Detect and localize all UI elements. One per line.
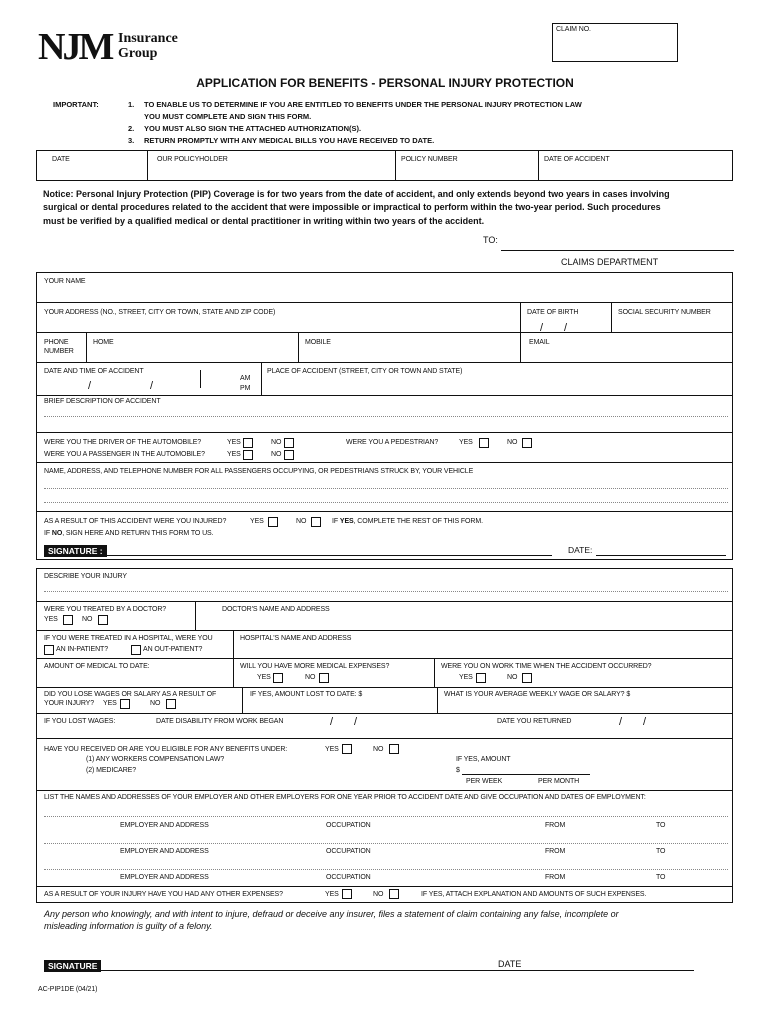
accident-date-slash-2: / — [150, 380, 154, 392]
signature-1-label: SIGNATURE : — [44, 545, 107, 557]
your-address-label: YOUR ADDRESS (NO., STREET, CITY OR TOWN, STATE AND ZIP CODE) — [44, 309, 276, 316]
disability-slash-2: / — [354, 716, 358, 728]
passenger-no-checkbox[interactable] — [284, 450, 294, 460]
doctor-no-checkbox[interactable] — [98, 615, 108, 625]
important-num-2: 2. — [128, 124, 135, 133]
to-2: TO — [656, 848, 666, 855]
more-expenses-no-checkbox[interactable] — [319, 673, 329, 683]
date-2-label: DATE — [498, 959, 522, 969]
signature-1-line[interactable] — [44, 555, 552, 556]
to-line — [501, 250, 734, 251]
more-expenses-yes-checkbox[interactable] — [273, 673, 283, 683]
amount-lost-label: IF YES, AMOUNT LOST TO DATE: $ — [250, 691, 363, 698]
passenger-question: WERE YOU A PASSENGER IN THE AUTOMOBILE? — [44, 451, 205, 458]
date-of-accident-label: DATE OF ACCIDENT — [544, 156, 610, 163]
describe-injury-label: DESCRIBE YOUR INJURY — [44, 573, 127, 580]
out-patient-checkbox[interactable] — [131, 645, 141, 655]
doctor-no-label: NO — [82, 616, 93, 623]
pedestrian-yes-label: YES — [459, 439, 473, 446]
date-returned-label: DATE YOU RETURNED — [497, 718, 572, 725]
returned-slash-1: / — [619, 716, 623, 728]
employers-label: LIST THE NAMES AND ADDRESSES OF YOUR EMPLOYER AND OTHER EMPLOYERS FOR ONE YEAR PRIOR TO ACCIDENT DATE AND GIVE OCCUPATION AND DATES OF EMPLOYMENT: — [44, 794, 646, 801]
claims-department: CLAIMS DEPARTMENT — [561, 257, 659, 267]
mobile-label: MOBILE — [305, 339, 331, 346]
to-1: TO — [656, 822, 666, 829]
hospital-question: IF YOU WERE TREATED IN A HOSPITAL, WERE YOU — [44, 635, 213, 642]
policy-row — [36, 150, 733, 181]
policyholder-label: OUR POLICYHOLDER — [157, 156, 228, 163]
brief-description-label: BRIEF DESCRIPTION OF ACCIDENT — [44, 398, 161, 405]
accident-date-slash-1: / — [88, 380, 92, 392]
pedestrian-question: WERE YOU A PEDESTRIAN? — [346, 439, 439, 446]
employer-address-1: EMPLOYER AND ADDRESS — [120, 822, 209, 829]
benefits-yes-checkbox[interactable] — [342, 744, 352, 754]
more-expenses-no-label: NO — [305, 674, 316, 681]
passenger-yes-checkbox[interactable] — [243, 450, 253, 460]
ssn-label: SOCIAL SECURITY NUMBER — [618, 309, 711, 316]
driver-yes-checkbox[interactable] — [243, 438, 253, 448]
in-patient-label: AN IN-PATIENT? — [56, 646, 109, 653]
if-yes-complete: IF YES, COMPLETE THE REST OF THIS FORM. — [332, 518, 483, 525]
lose-wages-yes-label: YES — [103, 700, 117, 707]
doctor-name-label: DOCTOR'S NAME AND ADDRESS — [222, 606, 330, 613]
from-3: FROM — [545, 874, 566, 881]
doctor-yes-label: YES — [44, 616, 58, 623]
work-time-question: WERE YOU ON WORK TIME WHEN THE ACCIDENT OCCURRED? — [441, 663, 652, 670]
injured-no-label: NO — [296, 518, 307, 525]
injured-question: AS A RESULT OF THIS ACCIDENT WERE YOU INJURED? — [44, 518, 227, 525]
claim-no-box[interactable] — [552, 23, 678, 62]
work-time-yes-label: YES — [459, 674, 473, 681]
if-no-sign: IF NO, SIGN HERE AND RETURN THIS FORM TO US. — [44, 530, 214, 537]
injured-yes-checkbox[interactable] — [268, 517, 278, 527]
work-time-no-label: NO — [507, 674, 518, 681]
benefits-no-label: NO — [373, 746, 384, 753]
other-expenses-instructions: IF YES, ATTACH EXPLANATION AND AMOUNTS OF SUCH EXPENSES. — [421, 891, 647, 898]
policy-number-label: POLICY NUMBER — [401, 156, 458, 163]
employer-address-2: EMPLOYER AND ADDRESS — [120, 848, 209, 855]
fraud-warning-line-1: Any person who knowingly, and with intent to injure, defraud or deceive any insurer, files a statement of claim containing any false, incomplete or — [44, 909, 619, 919]
important-item-2: YOU MUST ALSO SIGN THE ATTACHED AUTHORIZATION(S). — [144, 124, 362, 133]
logo-group: Group — [118, 46, 158, 61]
lose-wages-yes-checkbox[interactable] — [120, 699, 130, 709]
pm-label: PM — [240, 385, 251, 392]
important-item-1: TO ENABLE US TO DETERMINE IF YOU ARE ENTITLED TO BENEFITS UNDER THE PERSONAL INJURY PROTECTION LAW — [144, 100, 582, 109]
policy-date-label: DATE — [52, 156, 70, 163]
accident-time-box[interactable] — [200, 370, 204, 388]
your-name-field[interactable] — [37, 288, 732, 301]
home-phone-label: HOME — [93, 339, 114, 346]
passenger-yes-label: YES — [227, 451, 241, 458]
driver-yes-label: YES — [227, 439, 241, 446]
other-expenses-yes-checkbox[interactable] — [342, 889, 352, 899]
from-1: FROM — [545, 822, 566, 829]
injured-no-checkbox[interactable] — [311, 517, 321, 527]
date-of-birth-label: DATE OF BIRTH — [527, 309, 579, 316]
notice-line-3: must be verified by a qualified medical or dental practitioner in writing within two years of the accident. — [43, 216, 485, 226]
date-time-accident-label: DATE AND TIME OF ACCIDENT — [44, 368, 144, 375]
benefits-question: HAVE YOU RECEIVED OR ARE YOU ELIGIBLE FOR ANY BENEFITS UNDER: — [44, 746, 288, 753]
per-month-label: PER MONTH — [538, 778, 580, 785]
to-label: TO: — [483, 235, 498, 245]
other-expenses-yes-label: YES — [325, 891, 339, 898]
signature-2-label: SIGNATURE — [44, 960, 101, 972]
pedestrian-no-checkbox[interactable] — [522, 438, 532, 448]
occupation-3: OCCUPATION — [326, 874, 371, 881]
workers-comp-label: (1) ANY WORKERS COMPENSATION LAW? — [86, 756, 225, 763]
per-week-label: PER WEEK — [466, 778, 503, 785]
in-patient-checkbox[interactable] — [44, 645, 54, 655]
employer-address-3: EMPLOYER AND ADDRESS — [120, 874, 209, 881]
work-time-yes-checkbox[interactable] — [476, 673, 486, 683]
if-lost-wages-label: IF YOU LOST WAGES: — [44, 718, 116, 725]
passengers-label: NAME, ADDRESS, AND TELEPHONE NUMBER FOR ALL PASSENGERS OCCUPYING, OR PEDESTRIANS STRUCK BY, YOUR VEHICLE — [44, 468, 474, 475]
other-expenses-no-checkbox[interactable] — [389, 889, 399, 899]
fraud-warning-line-2: misleading information is guilty of a felony. — [44, 921, 213, 931]
form-code: AC-PIP1DE (04/21) — [38, 986, 98, 993]
dob-slash-1: / — [540, 322, 544, 334]
driver-no-label: NO — [271, 439, 282, 446]
am-label: AM — [240, 375, 251, 382]
claim-no-label: CLAIM NO. — [556, 26, 591, 33]
medicare-label: (2) MEDICARE? — [86, 767, 137, 774]
amount-medical-label: AMOUNT OF MEDICAL TO DATE: — [44, 663, 150, 670]
pedestrian-yes-checkbox[interactable] — [479, 438, 489, 448]
treated-doctor-question: WERE YOU TREATED BY A DOCTOR? — [44, 606, 167, 613]
benefits-no-checkbox[interactable] — [389, 744, 399, 754]
email-label: EMAIL — [529, 339, 550, 346]
notice-line-1: Notice: Personal Injury Protection (PIP) Coverage is for two years from the date of accident, and only extends beyond two years in cases involving — [43, 189, 670, 199]
important-num-3: 3. — [128, 136, 135, 145]
lose-wages-no-checkbox[interactable] — [166, 699, 176, 709]
occupation-2: OCCUPATION — [326, 848, 371, 855]
important-item-3: RETURN PROMPTLY WITH ANY MEDICAL BILLS YOU HAVE RECEIVED TO DATE. — [144, 136, 435, 145]
more-expenses-yes-label: YES — [257, 674, 271, 681]
lose-wages-question-2: YOUR INJURY? — [44, 700, 95, 707]
from-2: FROM — [545, 848, 566, 855]
doctor-yes-checkbox[interactable] — [63, 615, 73, 625]
phone-label-2: NUMBER — [44, 348, 74, 355]
form-title: APPLICATION FOR BENEFITS - PERSONAL INJURY PROTECTION — [196, 76, 574, 90]
hospital-name-label: HOSPITAL'S NAME AND ADDRESS — [240, 635, 352, 642]
signature-2-line[interactable] — [44, 970, 694, 971]
notice-line-2: surgical or dental procedures related to the accident that were impossible or impractical to perform within the two-year period. Such procedures — [43, 202, 661, 212]
phone-label-1: PHONE — [44, 339, 69, 346]
to-3: TO — [656, 874, 666, 881]
returned-slash-2: / — [643, 716, 647, 728]
driver-question: WERE YOU THE DRIVER OF THE AUTOMOBILE? — [44, 439, 202, 446]
logo-letters: NJM — [38, 26, 112, 68]
benefits-yes-label: YES — [325, 746, 339, 753]
injured-yes-label: YES — [250, 518, 264, 525]
other-expenses-question: AS A RESULT OF YOUR INJURY HAVE YOU HAD ANY OTHER EXPENSES? — [44, 891, 283, 898]
dob-slash-2: / — [564, 322, 568, 334]
occupation-1: OCCUPATION — [326, 822, 371, 829]
if-yes-amount-label: IF YES, AMOUNT — [456, 756, 511, 763]
important-label: IMPORTANT: — [53, 100, 99, 109]
important-item-1b: YOU MUST COMPLETE AND SIGN THIS FORM. — [144, 112, 312, 121]
your-name-label: YOUR NAME — [44, 278, 86, 285]
pedestrian-no-label: NO — [507, 439, 518, 446]
passenger-no-label: NO — [271, 451, 282, 458]
driver-no-checkbox[interactable] — [284, 438, 294, 448]
date-1-label: DATE: — [568, 545, 593, 555]
more-expenses-question: WILL YOU HAVE MORE MEDICAL EXPENSES? — [240, 663, 390, 670]
logo-insurance: Insurance — [118, 31, 178, 46]
avg-wage-label: WHAT IS YOUR AVERAGE WEEKLY WAGE OR SALARY? $ — [444, 691, 631, 698]
date-1-line[interactable] — [596, 555, 726, 556]
important-num-1: 1. — [128, 100, 135, 109]
other-expenses-no-label: NO — [373, 891, 384, 898]
benefit-amount-line[interactable] — [462, 774, 590, 775]
work-time-no-checkbox[interactable] — [522, 673, 532, 683]
disability-began-label: DATE DISABILITY FROM WORK BEGAN — [156, 718, 284, 725]
lose-wages-question-1: DID YOU LOSE WAGES OR SALARY AS A RESULT OF — [44, 691, 217, 698]
lose-wages-no-label: NO — [150, 700, 161, 707]
place-accident-label: PLACE OF ACCIDENT (STREET, CITY OR TOWN AND STATE) — [267, 368, 463, 375]
dollar-sign: $ — [456, 767, 460, 774]
disability-slash-1: / — [330, 716, 334, 728]
out-patient-label: AN OUT-PATIENT? — [143, 646, 203, 653]
